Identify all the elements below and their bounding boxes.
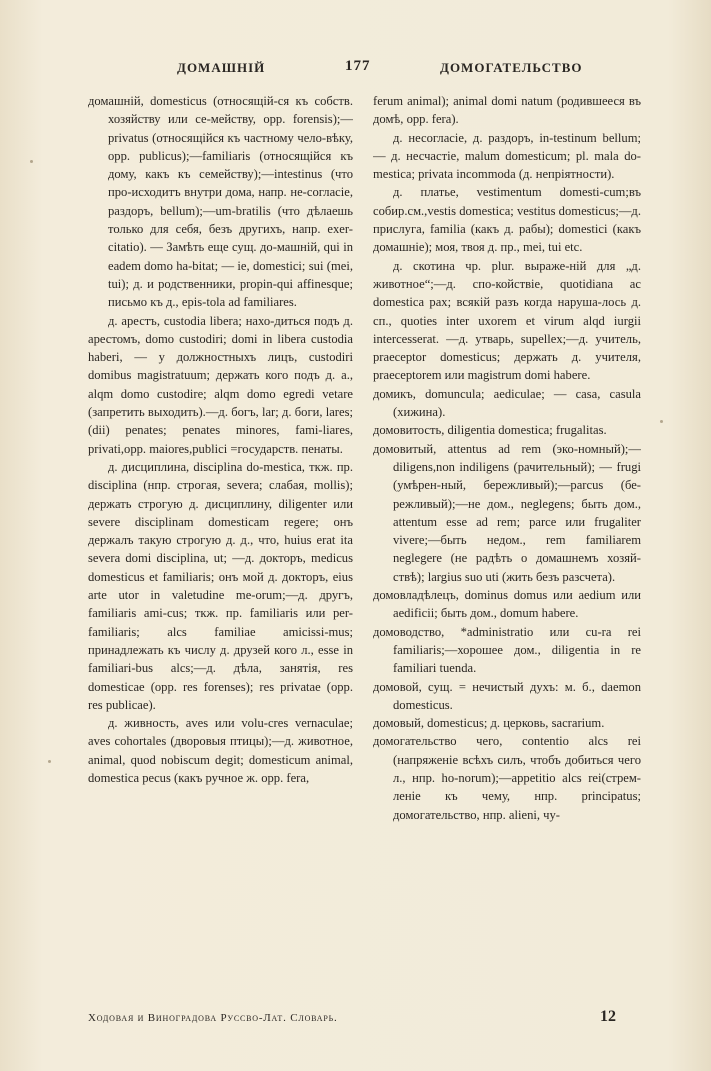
entry-domovladelets: домовладѣлецъ, dominus domus или aedium или aedificii; быть дом., domum habere.: [373, 588, 641, 621]
entry-domovitost: домовитость, diligentia domestica; frugalitas.: [373, 423, 607, 438]
entry-domogatelstvo: домогательство чего, contentio alcs rei (напряженіе всѣхъ силъ, чтобъ добиться чего л., нпр. ho-norum);—appetitio alcs rei(стрем-леніе къ чему, нпр. principatus; домогательство, нпр. alieni, чу-: [373, 734, 641, 822]
entry-domashniy-nesoglasie: д. несогласіе, д. раздоръ, in-testinum bellum; — д. несчастіе, malum domesticum; pl. mala do-mestica; privata incommoda (д. непріятности).: [373, 130, 641, 182]
page-number: 177: [345, 58, 371, 74]
entry-domashniy-skotina: д. скотина чр. plur. выраже-ній для „д. животное“;—д. спо-койствіе, quotidiana ac domestica pax; всякій разъ когда наруша-лось д. сп., quoties inter uxorem et virum alqd iurgii intercesserat. —д. утварь, supellex;—д. учитель, praeceptor domesticus; держать д. учителя, praeceptorem или magistrum domi habere.: [373, 258, 641, 383]
entry-domovoy: домовой, сущ. = нечистый духъ: м. б., daemon domesticus.: [373, 679, 641, 712]
page-footer: [0, 1008, 711, 1030]
header-right-guideword: ДОМОГАТЕЛЬСТВО: [440, 60, 583, 75]
footer-signature: Ходовая и Виноградова Руссво-Лат. Словарь.: [88, 1012, 338, 1024]
header-left-guideword: ДОМАШНІЙ: [177, 60, 266, 75]
signature-number: 12: [600, 1008, 616, 1025]
entry-domashniy-zhivnost: д. живность, aves или volu-cres vernaculae; aves cohortales (дворовыя птицы);—д. животное, animal, quod nobiscum degit; domesticum animal, domestica pecus (какъ ручное ж. opp. fera,: [88, 716, 353, 785]
entry-domovityy: домовитый, attentus ad rem (эко-номный);—diligens,non indiligens (рачительный); — frugi (умѣрен-ный, бережливый);—parcus (бе-режливый);—не дом., neglegens; быть дом., attentum esse ad rem; parce или frugaliter vivere;—быть недом., rem familiarem neglegere (не радѣть о домашнемъ хозяй-ствѣ); largius suo uti (жить безъ разсчета).: [373, 441, 641, 584]
entry-domovyy: домовый, domesticus; д. церковь, sacrarium.: [373, 716, 605, 731]
entry-domovodstvo: домоводство, *administratio или cu-ra rei familiaris;—хорошее дом., diligentia in re familiari tuenda.: [373, 624, 641, 676]
entry-domik: домикъ, domuncula; aediculae; — casa, casula (хижина).: [373, 386, 641, 420]
paper-speck: [30, 160, 33, 163]
paper-speck: [660, 420, 663, 423]
left-column: [88, 92, 353, 982]
entry-domashniy-arest: д. арестъ, custodia libera; нахо-диться подъ д. арестомъ, domo custodiri; domi in libera custodia haberi, — у должностныхъ лицъ, custodiri domibus magistratuum; держать кого подъ д. а., alqm domo custodire; alqm domo egredi vetare (запретить выходить).—д. богъ, lar; д. боги, lares; (dii) penates; penates minores, fami-liares, privati,opp. maiores,publici =государств. пенаты.: [88, 313, 353, 456]
paper-speck: [48, 760, 51, 763]
entry-domashniy-distsiplina: д. дисциплина, disciplina do-mestica, ткж. пр. disciplina (нпр. строгая, severa; слабая, mollis); держать строгую д. дисциплину, diligenter или severe disciplinam domesticam regere; онъ держалъ такую строгую д. д., что, huius erat ita severa domi disciplina, ut; —д. докторъ, medicus domesticus et familiaris; онъ мой д. докторъ, eius arte utor in valetudine me-orum;—д. другъ, familiaris ami-cus; ткж. пр. familiaris или per-familiaris; alcs familiae amicissi-mus; принадлежать къ числу д. друзей кого л., esse in familiari-bus alcs;—д. дѣла, занятія, res domesticae (opp. res forenses); res privatae (opp. res publicae).: [88, 459, 353, 712]
entry-domashniy: домашній, domesticus (относящій-ся къ собств. хозяйству или се-мейству, opp. forensis);—privatus (относящійся къ частному чело-вѣку, opp. publicus);—familiaris (относящійся къ дому, какъ къ семейству);—intestinus (что про-исходитъ внутри дома, напр. не-согласіе, раздоръ, bellum);—um-bratilis (что дѣлаешь только для себя, безъ другихъ, напр. exer-citatio). — Замѣть еще сущ. до-машній, qui in eadem domo ha-bitat; — ie, domestici; sui (mei, tui); д. и родственники, propin-qui affinesque; письмо къ д., epis-tola ad familiares.: [88, 94, 353, 310]
entry-domashniy-platye: д. платье, vestimentum domesti-cum;въ собир.см.,vestis domestica; vestitus domesticus;—д. прислуга, familia (какъ д. рабы); domestici (какъ домашніе); моя, твоя д. пр., mei, tui etc.: [373, 185, 641, 255]
running-header: [0, 58, 711, 80]
right-column: [373, 92, 641, 982]
entry-continuation: ferum animal); animal domi natum (родившееся въ домѣ, opp. fera).: [373, 94, 641, 127]
